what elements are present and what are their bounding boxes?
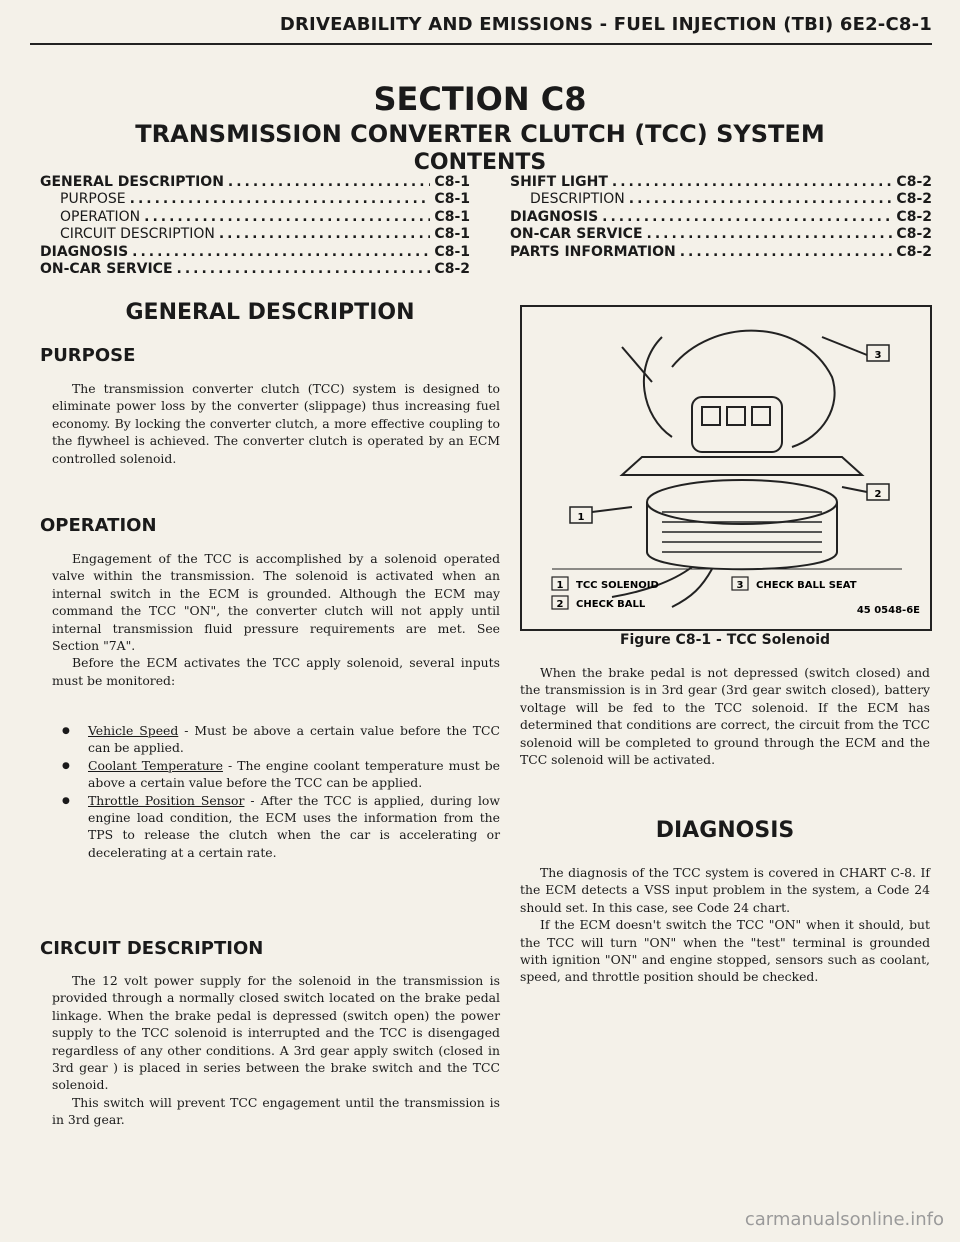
toc-entry[interactable] bbox=[510, 242, 932, 260]
legend-num: 1 bbox=[556, 580, 564, 591]
toc-page: C8-1 bbox=[434, 191, 470, 207]
legend-text: CHECK BALL SEAT bbox=[756, 580, 857, 591]
figure-caption: Figure C8-1 - TCC Solenoid bbox=[619, 632, 831, 648]
toc-page: C8-2 bbox=[896, 243, 932, 260]
contents-heading: CONTENTS bbox=[413, 150, 547, 175]
wire-lead bbox=[622, 347, 652, 382]
toc-page: C8-1 bbox=[434, 243, 470, 260]
circuit-text-1: The 12 volt power supply for the solenoid in the transmission is provided through a normally closed switch located on the brake pedal linkage. When the brake pedal is depressed (switch open) the power supply to the TCC solenoid is interrupted and the TCC is disengaged regardless of any other conditions. A 3rd gear apply switch (closed in 3rd gear ) is placed in series between the brake switch and the TCC solenoid. bbox=[52, 973, 500, 1093]
circuit-text-2: This switch will prevent TCC engagement until the transmission is in 3rd gear. bbox=[52, 1094, 500, 1128]
list-item bbox=[52, 757, 500, 792]
toc-page: C8-1 bbox=[434, 208, 470, 225]
callout-label: 3 bbox=[874, 350, 882, 361]
toc-entry[interactable] bbox=[510, 225, 932, 243]
coil-winding bbox=[662, 512, 822, 552]
toc-page: C8-1 bbox=[434, 226, 470, 242]
toc-right bbox=[510, 172, 932, 260]
toc-label: ON-CAR SERVICE bbox=[40, 261, 173, 277]
legend-text: TCC SOLENOID bbox=[576, 580, 659, 591]
toc-entry[interactable] bbox=[40, 242, 470, 260]
toc-label: SHIFT LIGHT bbox=[510, 173, 608, 190]
operation-text-2: Before the ECM activates the TCC apply solenoid, several inputs must be monitored: bbox=[52, 655, 500, 688]
toc-page: C8-1 bbox=[434, 173, 470, 190]
toc-page: C8-2 bbox=[896, 226, 932, 242]
toc-entry[interactable] bbox=[40, 260, 470, 278]
callout-label: 2 bbox=[874, 489, 882, 500]
bullet-text: - The engine coolant temperature must be above a certain value before the TCC can be applied. bbox=[88, 757, 500, 791]
toc-entry[interactable] bbox=[40, 207, 470, 225]
figure-ref-code: 45 0548-6E bbox=[856, 605, 920, 616]
purpose-heading: PURPOSE bbox=[40, 345, 136, 366]
list-item bbox=[52, 722, 500, 757]
toc-entry[interactable] bbox=[40, 225, 470, 243]
toc-page: C8-2 bbox=[434, 261, 470, 277]
coil-top bbox=[647, 480, 837, 524]
input-list bbox=[52, 722, 500, 861]
toc-label: GENERAL DESCRIPTION bbox=[40, 173, 224, 190]
toc-entry[interactable] bbox=[510, 172, 932, 190]
toc-label: PURPOSE bbox=[60, 191, 126, 207]
bracket-outline bbox=[672, 331, 835, 447]
toc-label: ON-CAR SERVICE bbox=[510, 226, 643, 242]
toc-label: CIRCUIT DESCRIPTION bbox=[60, 226, 215, 242]
diagnosis-paragraph bbox=[520, 864, 930, 986]
operation-paragraph bbox=[52, 550, 500, 689]
toc-entry[interactable] bbox=[510, 190, 932, 208]
bullet-text: - Must be above a certain value before the TCC can be applied. bbox=[88, 723, 501, 756]
mounting-plate bbox=[622, 457, 862, 475]
brake-text: When the brake pedal is not depressed (switch closed) and the transmission is in 3rd gear (3rd gear switch closed), battery voltage will be fed to the TCC solenoid. If the ECM has determined that conditions are correct, the circuit from the TCC solenoid will be completed to ground through the ECM and the TCC solenoid will be activated. bbox=[520, 665, 930, 768]
diagnosis-text-2: If the ECM doesn't switch the TCC "ON" when it should, but the TCC will turn "ON" when the "test" terminal is grounded with ignition "ON" and engine stopped, sensors such as coolant, speed, and throttle position should be checked. bbox=[520, 917, 930, 985]
toc-page: C8-2 bbox=[896, 208, 932, 225]
terminal bbox=[752, 407, 770, 425]
running-head: DRIVEABILITY AND EMISSIONS - FUEL INJECTION (TBI) 6E2-C8-1 bbox=[279, 14, 932, 35]
leader-line bbox=[842, 487, 867, 492]
toc-label: DESCRIPTION bbox=[530, 191, 625, 207]
terminal bbox=[727, 407, 745, 425]
leader-line bbox=[822, 337, 867, 355]
toc-label: DIAGNOSIS bbox=[510, 208, 599, 225]
terminal bbox=[702, 407, 720, 425]
wire-lead bbox=[672, 569, 712, 607]
toc-entry[interactable] bbox=[510, 207, 932, 225]
diagnosis-text-1: The diagnosis of the TCC system is covered in CHART C-8. If the ECM detects a VSS input problem in the system, a Code 24 should set. In this case, see Code 24 chart. bbox=[520, 865, 930, 915]
section-subtitle: TRANSMISSION CONVERTER CLUTCH (TCC) SYSTEM bbox=[135, 120, 825, 148]
section-title: SECTION C8 bbox=[373, 80, 587, 118]
toc-label: DIAGNOSIS bbox=[40, 243, 129, 260]
callout-label: 1 bbox=[577, 512, 585, 523]
bullet-term: Vehicle Speed bbox=[88, 723, 179, 738]
legend-num: 2 bbox=[556, 599, 564, 610]
diagnosis-heading: DIAGNOSIS bbox=[655, 818, 795, 843]
operation-heading: OPERATION bbox=[40, 515, 157, 536]
brake-paragraph bbox=[520, 664, 930, 768]
bullet-text: - After the TCC is applied, during low engine load condition, the ECM uses the information from the TPS to release the clutch when the car is accelerating or decelerating at a certain rate. bbox=[88, 792, 500, 860]
toc-entry[interactable] bbox=[40, 172, 470, 190]
purpose-text: The transmission converter clutch (TCC) system is designed to eliminate power loss by the converter (slippage) thus increasing fuel economy. By locking the converter clutch, a more effective coupling to the flywheel is achieved. The converter clutch is operated by an ECM controlled solenoid. bbox=[52, 381, 500, 466]
list-item bbox=[52, 792, 500, 862]
purpose-paragraph bbox=[52, 380, 500, 467]
circuit-description-heading: CIRCUIT DESCRIPTION bbox=[40, 938, 264, 959]
toc-label: OPERATION bbox=[60, 208, 141, 225]
leader-line bbox=[592, 507, 632, 512]
tcc-solenoid-figure bbox=[520, 305, 932, 631]
header-rule bbox=[30, 43, 932, 45]
toc-left bbox=[40, 172, 470, 277]
wire-lead bbox=[644, 337, 672, 437]
bullet-term: Coolant Temperature bbox=[88, 757, 223, 773]
operation-text-1: Engagement of the TCC is accomplished by a solenoid operated valve within the transmission. The solenoid is activated when an internal switch in the ECM is grounded. Although the ECM may command the TCC "ON", the converter clutch will not apply until internal transmission fluid pressure requirements are met. See Section "7A". bbox=[52, 551, 500, 654]
solenoid-illustration bbox=[522, 307, 930, 629]
legend-text: CHECK BALL bbox=[576, 599, 646, 610]
watermark: carmanualsonline.info bbox=[744, 1209, 944, 1230]
circuit-paragraph bbox=[52, 972, 500, 1129]
toc-entry[interactable] bbox=[40, 190, 470, 208]
toc-label: PARTS INFORMATION bbox=[510, 243, 676, 260]
legend-num: 3 bbox=[736, 580, 744, 591]
toc-page: C8-2 bbox=[896, 191, 932, 207]
general-description-heading: GENERAL DESCRIPTION bbox=[125, 300, 415, 325]
bullet-term: Throttle Position Sensor bbox=[88, 792, 245, 808]
toc-page: C8-2 bbox=[896, 173, 932, 190]
